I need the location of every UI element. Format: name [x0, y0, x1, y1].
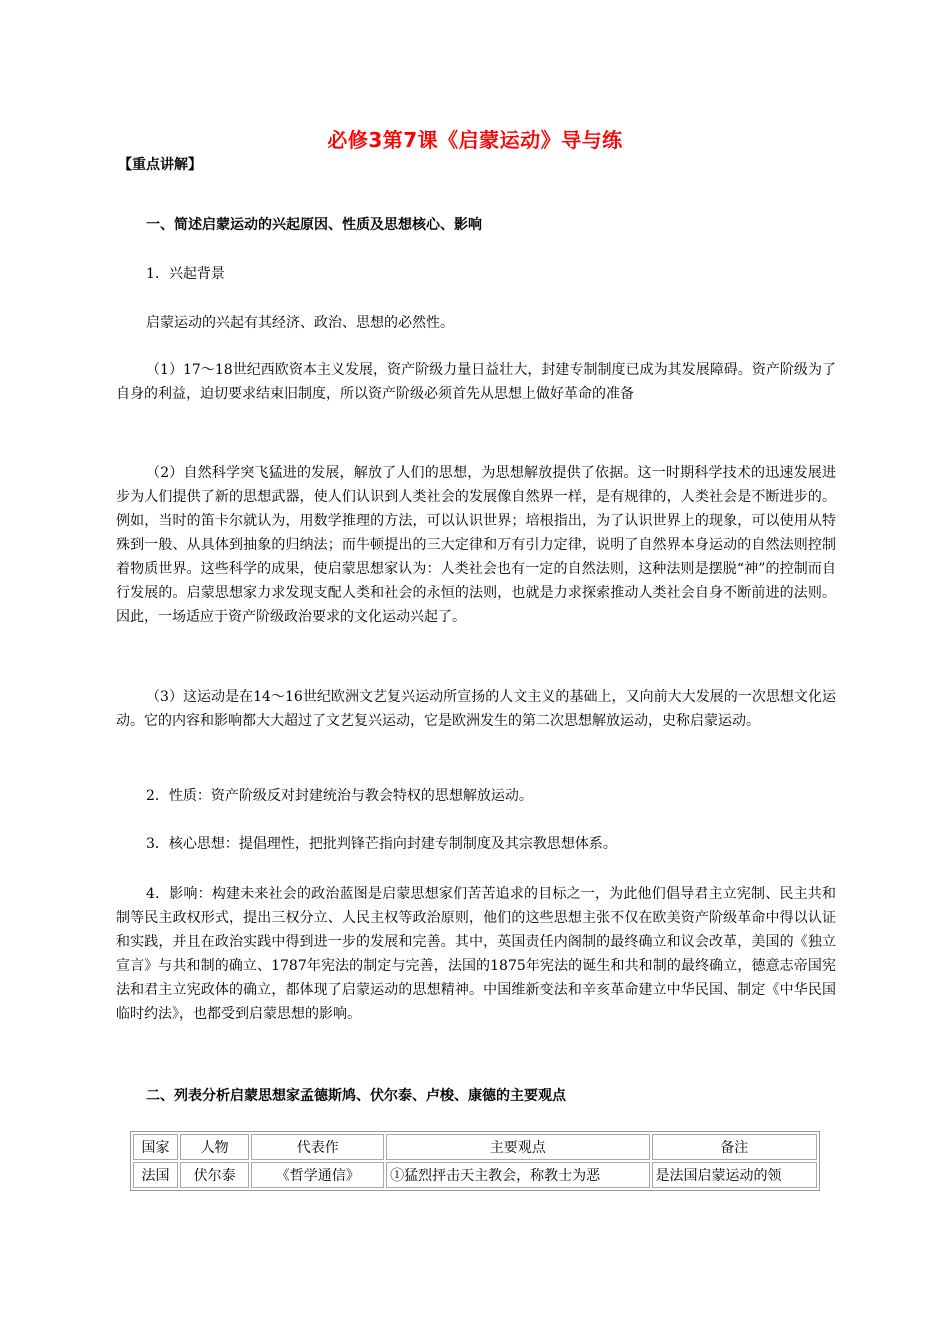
section1-heading: 一、简述启蒙运动的兴起原因、性质及思想核心、影响 [146, 217, 482, 233]
paragraph-2: （2）自然科学突飞猛进的发展，解放了人们的思想，为思想解放提供了依据。这一时期科学技术的迅速发展进步为人们提供了新的思想武器，使人们认识到人类社会的发展像自然界一样，是有规律的，人类社会是不断进步的。例如，当时的笛卡尔就认为，用数学推理的方法，可以认识世界；培根指出，为了认识世界上的现象，可以使用从特殊到一般、从具体到抽象的归纳法；而牛顿提出的三大定律和万有引力定律，说明了自然界本身运动的自然法则控制着物质世界。这些科学的成果，使启蒙思想家认为：人类社会也有一定的自然法则，这种法则是摆脱“神”的控制而自行发展的。启蒙思想家力求发现支配人类和社会的永恒的法则，也就是力求探索推动人类社会自身不断前进的法则。因此，一场适应于资产阶级政治要求的文化运动兴起了。 [116, 465, 836, 625]
paragraph-3: （3）这运动是在14～16世纪欧洲文艺复兴运动所宣扬的人文主义的基础上，又向前大大发展的一次思想文化运动。它的内容和影响都大大超过了文艺复兴运动，它是欧洲发生的第二次思想解放运动，史称启蒙运动。 [116, 689, 836, 729]
intro-paragraph: 启蒙运动的兴起有其经济、政治、思想的必然性。 [146, 315, 454, 331]
table-cell-country: 法国 [133, 1162, 178, 1188]
nature-paragraph: 2．性质：资产阶级反对封建统治与教会特权的思想解放运动。 [146, 788, 533, 804]
table-row [133, 1162, 817, 1188]
table-header-row [133, 1134, 817, 1160]
table-cell-person: 伏尔泰 [180, 1162, 249, 1188]
table-header-cell: 代表作 [251, 1134, 384, 1160]
core-idea-paragraph: 3．核心思想：提倡理性，把批判锋芒指向封建专制制度及其宗教思想体系。 [146, 836, 617, 852]
influence-paragraph: 4．影响：构建未来社会的政治蓝图是启蒙思想家们苦苦追求的目标之一，为此他们倡导君主立宪制、民主共和制等民主政权形式，提出三权分立、人民主权等政治原则，他们的这些思想主张不仅在欧美资产阶级革命中得以认证和实践，并且在政治实践中得到进一步的发展和完善。其中，英国责任内阁制的最终确立和议会改革，美国的《独立宣言》与共和制的确立、1787年宪法的制定与完善，法国的1875年宪法的诞生和共和制的最终确立，德意志帝国宪法和君主立宪政体的确立，都体现了启蒙运动的思想精神。中国维新变法和辛亥革命建立中华民国、制定《中华民国临时约法》，也都受到启蒙思想的影响。 [116, 886, 836, 1022]
table-header-cell: 备注 [652, 1134, 817, 1160]
subheading-background: 1．兴起背景 [146, 266, 225, 282]
section2-heading: 二、列表分析启蒙思想家孟德斯鸠、伏尔泰、卢梭、康德的主要观点 [146, 1088, 566, 1104]
paragraph-1: （1）17～18世纪西欧资本主义发展，资产阶级力量日益壮大，封建专制制度已成为其发展障碍。资产阶级为了自身的利益，迫切要求结束旧制度，所以资产阶级必须首先从思想上做好革命的准备 [116, 362, 836, 402]
table-header-cell: 人物 [180, 1134, 249, 1160]
table-header-cell: 主要观点 [386, 1134, 649, 1160]
document-title: 必修3第7课《启蒙运动》导与练 [327, 128, 623, 152]
key-points-heading: 【重点讲解】 [118, 157, 202, 173]
table-header-cell: 国家 [133, 1134, 178, 1160]
table-cell-notes: 是法国启蒙运动的领 [652, 1162, 817, 1188]
table-cell-views: ①猛烈抨击天主教会，称教士为恶 [386, 1162, 649, 1188]
thinkers-table [130, 1131, 820, 1191]
table-cell-work: 《哲学通信》 [251, 1162, 384, 1188]
